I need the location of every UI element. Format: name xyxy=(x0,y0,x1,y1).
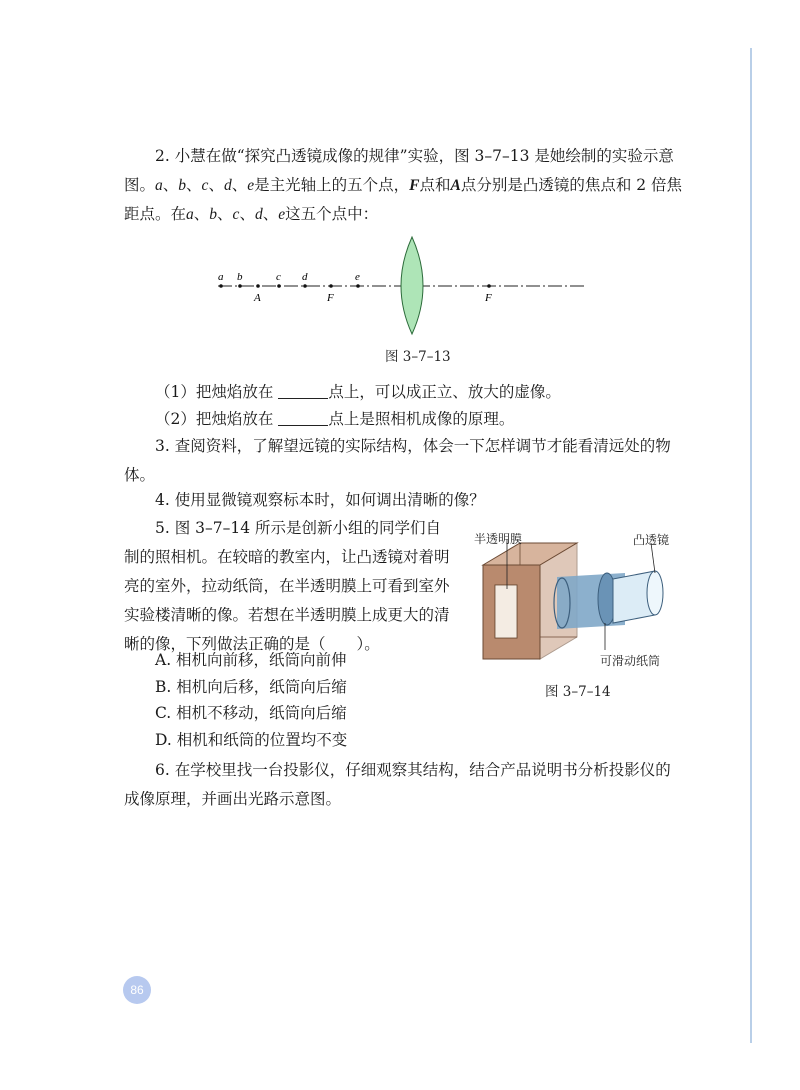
membrane xyxy=(495,585,517,638)
label-c: c xyxy=(276,271,281,283)
point-A xyxy=(256,284,260,288)
option-b[interactable]: B. 相机向后移，纸筒向后缩 xyxy=(155,677,347,696)
label-b: b xyxy=(237,271,243,283)
figure-caption-3-7-14: 图 3–7–14 xyxy=(545,684,611,700)
label-membrane: 半透明膜 xyxy=(474,532,523,546)
option-d[interactable]: D. 相机和纸筒的位置均不变 xyxy=(155,730,348,749)
question-2-sub-1: （1）把烛焰放在 点上，可以成正立、放大的虚像。 xyxy=(155,383,561,401)
page-number-badge: 86 xyxy=(123,976,151,1004)
label-F-right: F xyxy=(485,292,492,304)
point-d xyxy=(303,284,307,288)
label-a: a xyxy=(218,271,224,283)
question-5-text: 5. 图 3–7–14 所示是创新小组的同学们自制的照相机。在较暗的教室内，让凸透镜对着明亮的室外，拉动纸筒，在半透明膜上可看到室外实验楼清晰的像。若想在半透明膜上成更大的清晰的像，下列做法正确的是（ ）。 xyxy=(124,519,450,653)
label-e: e xyxy=(355,271,360,283)
point-e xyxy=(356,284,360,288)
question-3-text: 3. 查阅资料，了解望远镜的实际结构，体会一下怎样调节才能看清远处的物体。 xyxy=(124,437,671,484)
label-lens: 凸透镜 xyxy=(633,533,670,547)
option-a[interactable]: A. 相机向前移，纸筒向前伸 xyxy=(155,651,347,669)
point-F-left xyxy=(329,284,333,288)
question-2-sub-2: （2）把烛焰放在 点上是照相机成像的原理。 xyxy=(155,410,515,428)
point-c xyxy=(277,284,281,288)
lens-end xyxy=(647,571,663,615)
label-d: d xyxy=(302,271,308,283)
label-tube: 可滑动纸筒 xyxy=(600,654,661,668)
convex-lens xyxy=(401,237,423,334)
point-b xyxy=(238,284,242,288)
lens-diagram xyxy=(200,232,600,342)
figure-caption-3-7-13: 图 3–7–13 xyxy=(385,349,451,365)
point-a xyxy=(219,284,223,288)
question-6-text: 6. 在学校里找一台投影仪，仔细观察其结构，结合产品说明书分析投影仪的成像原理，并画出光路示意图。 xyxy=(124,761,671,808)
question-2-text: 2. 小慧在做“探究凸透镜成像的规律”实验，图 3–7–13 是她绘制的实验示意图。a、b、c、d、e是主光轴上的五个点，F点和A点分别是凸透镜的焦点和 2 倍焦距点。在a、b、c、d、e这五个点中： xyxy=(124,147,683,223)
point-F-right xyxy=(487,284,491,288)
page-edge-line xyxy=(750,48,752,1043)
question-5-options xyxy=(155,647,347,753)
label-A: A xyxy=(254,292,261,304)
question-4-text: 4. 使用显微镜观察标本时，如何调出清晰的像？ xyxy=(155,491,485,509)
label-F-left: F xyxy=(327,292,334,304)
option-c[interactable]: C. 相机不移动，纸筒向后缩 xyxy=(155,704,347,722)
